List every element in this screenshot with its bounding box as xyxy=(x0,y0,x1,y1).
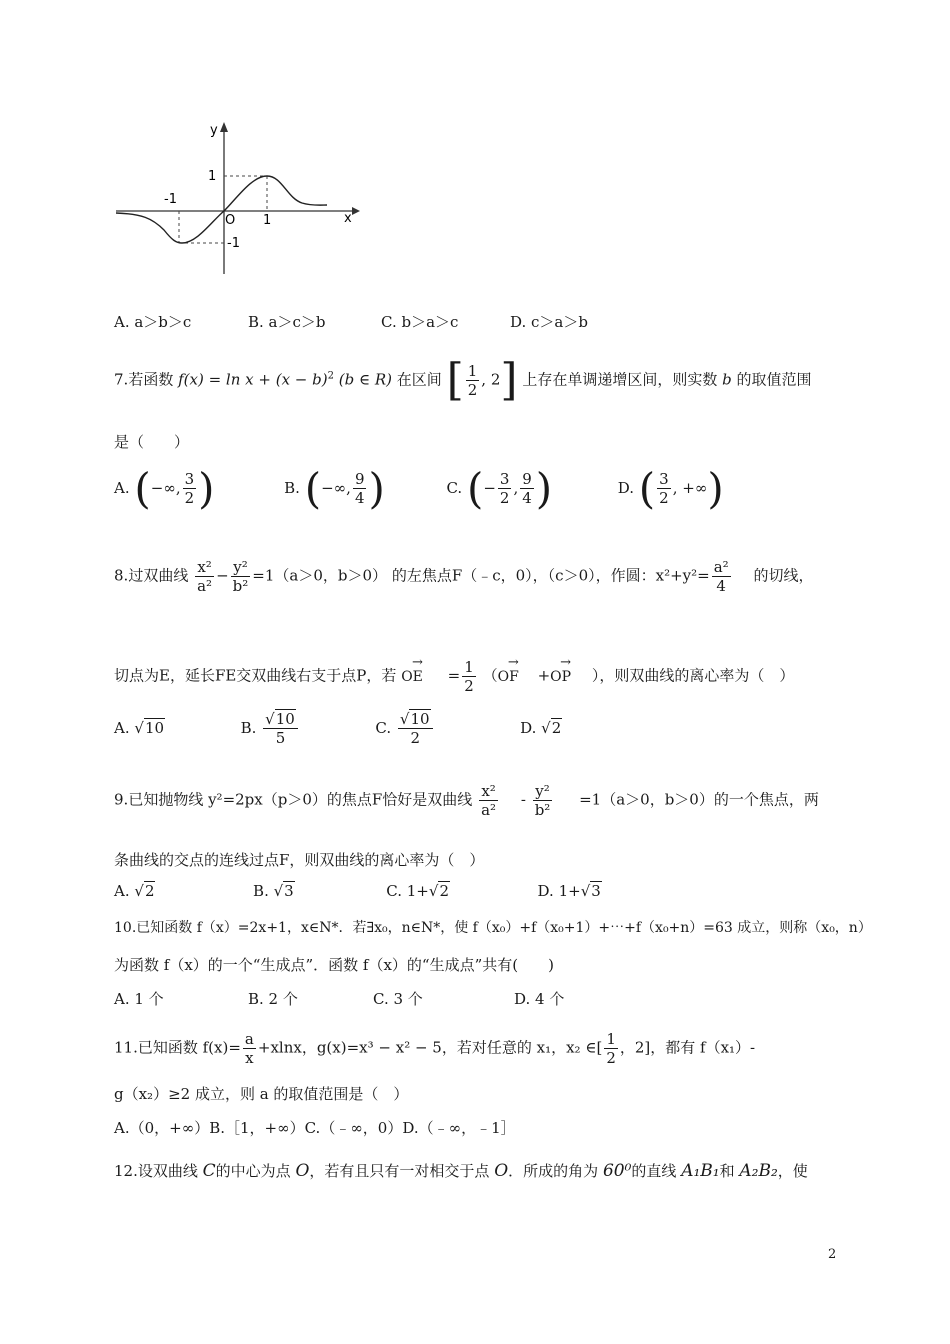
q9-stem: 9.已知抛物线 y²=2px（p＞0）的焦点F恰好是双曲线 $\frac{\text{x²}}{\text{a²}}$ - $\frac{\text{y²}}{\text{b²}}$ =1（a＞0，b＞0）的一个焦点，两 xyxy=(114,782,819,819)
q6-option-a: A. a＞b＞c xyxy=(114,313,192,331)
q10-option-d: D. 4 个 xyxy=(514,990,565,1008)
q9-option-d: D. 1+√3 xyxy=(537,882,601,900)
q11-stem-2: g（x₂）≥2 成立，则 a 的取值范围是（ ） xyxy=(114,1085,409,1103)
q7-option-d: D. ( $\frac{3}{2}$ , +∞) xyxy=(617,463,724,513)
tick-neg1-x: -1 xyxy=(164,192,177,207)
q12-stem: 12.设双曲线 C的中心为点 O，若有且只有一对相交于点 O．所成的角为 60⁰的直线 A₁B₁和 A₂B₂，使 xyxy=(114,1161,808,1181)
q6-option-d: D. c＞a＞b xyxy=(510,313,588,331)
function-graph xyxy=(112,118,362,276)
q7-function: f(x) = ln x + (x − b) xyxy=(178,370,328,389)
y-axis-label: y xyxy=(210,123,218,138)
q8-option-a: A. √10 xyxy=(114,718,165,737)
q10-stem-1: 10.已知函数 f（x）=2x+1，x∈N*．若∃x₀，n∈N*，使 f（x₀）+f（x₀+1）+⋯+f（x₀+n）=63 成立，则称（x₀，n） xyxy=(114,920,872,936)
q7-interval-frac: $\frac{1}{2}$ xyxy=(467,362,478,399)
tick-neg1-y: -1 xyxy=(227,236,240,251)
q8-stem: 8.过双曲线 $\frac{\text{x²}}{\text{a²}}$ − $\frac{\text{y²}}{\text{b²}}$ =1（a＞0，b＞0） 的左焦点F（﹣c，0），（c＞0），作圆：x²+y²= $\frac{\text{a²}}{4}$ 的切线， xyxy=(114,558,814,595)
x-axis-label: x xyxy=(344,211,352,226)
q7-option-c: C. (− $\frac{3}{2}$ , $\frac{9}{4}$ ) xyxy=(446,463,553,513)
q6-option-c: C. b＞a＞c xyxy=(381,313,459,331)
origin-label: O xyxy=(225,213,236,228)
q9-options xyxy=(114,880,602,902)
q9-option-c: C. 1+√2 xyxy=(386,882,449,900)
q7-option-a: A. (−∞, $\frac{3}{2}$ ) xyxy=(114,463,215,513)
q11-stem: 11.已知函数 f(x)= $\frac{a}{x}$ +xlnx，g(x)=x³ − x² − 5，若对任意的 x₁，x₂ ∈[ $\frac{1}{2}$ ，2]，都有 f（x₁）- xyxy=(114,1030,756,1067)
q11-options: A.（0，+∞）B.［1，+∞）C.（﹣∞，0）D.（﹣∞，﹣1］ xyxy=(114,1119,516,1137)
page-number: 2 xyxy=(828,1247,837,1262)
vector-oe: → OE xyxy=(401,666,423,688)
q10-option-a: A. 1 个 xyxy=(114,990,164,1008)
q10-stem-2: 为函数 f（x）的一个“生成点”．函数 f（x）的“生成点”共有( ) xyxy=(114,956,554,974)
tick-pos1-x: 1 xyxy=(263,213,272,228)
q10-option-b: B. 2 个 xyxy=(248,990,298,1008)
q8-option-d: D. √2 xyxy=(520,718,562,737)
q9-option-b: B. √3 xyxy=(253,882,294,900)
q7-stem: 7.若函数 $f(x) = \ln x + (x - b)^2$ (b ∈ R) 在区间 [ $\frac{1}{2}$ , 2] 上存在单调递增区间，则实数 b 的取值范围 xyxy=(114,354,812,406)
q7-options xyxy=(114,463,724,513)
q8-option-b: B. $\frac{√10}{5}$ xyxy=(241,719,300,737)
q6-option-b: B. a＞c＞b xyxy=(248,313,326,331)
q8-stem-2: 切点为E，延长FE交双曲线右支于点P，若 → OE = $\frac{1}{2}$ （→ OF +→ OP ），则双曲线的离心率为（ ） xyxy=(114,658,794,695)
q10-option-c: C. 3 个 xyxy=(373,990,423,1008)
q9-option-a: A. √2 xyxy=(114,882,155,900)
q8-option-c: C. $\frac{√10}{2}$ xyxy=(375,719,434,737)
q8-options xyxy=(114,710,562,747)
function-curve xyxy=(116,176,327,243)
tick-1-y: 1 xyxy=(208,169,217,184)
q7-option-b: B. (−∞, $\frac{9}{4}$ ) xyxy=(284,463,385,513)
q7-stem-end: 是（ ） xyxy=(114,433,190,451)
vector-op: → OP xyxy=(550,666,571,688)
y-axis-arrow xyxy=(220,122,228,132)
vector-of: → OF xyxy=(498,666,519,688)
q9-stem-2: 条曲线的交点的连线过点F，则双曲线的离心率为（ ） xyxy=(114,851,485,869)
x-axis-arrow xyxy=(352,207,360,215)
